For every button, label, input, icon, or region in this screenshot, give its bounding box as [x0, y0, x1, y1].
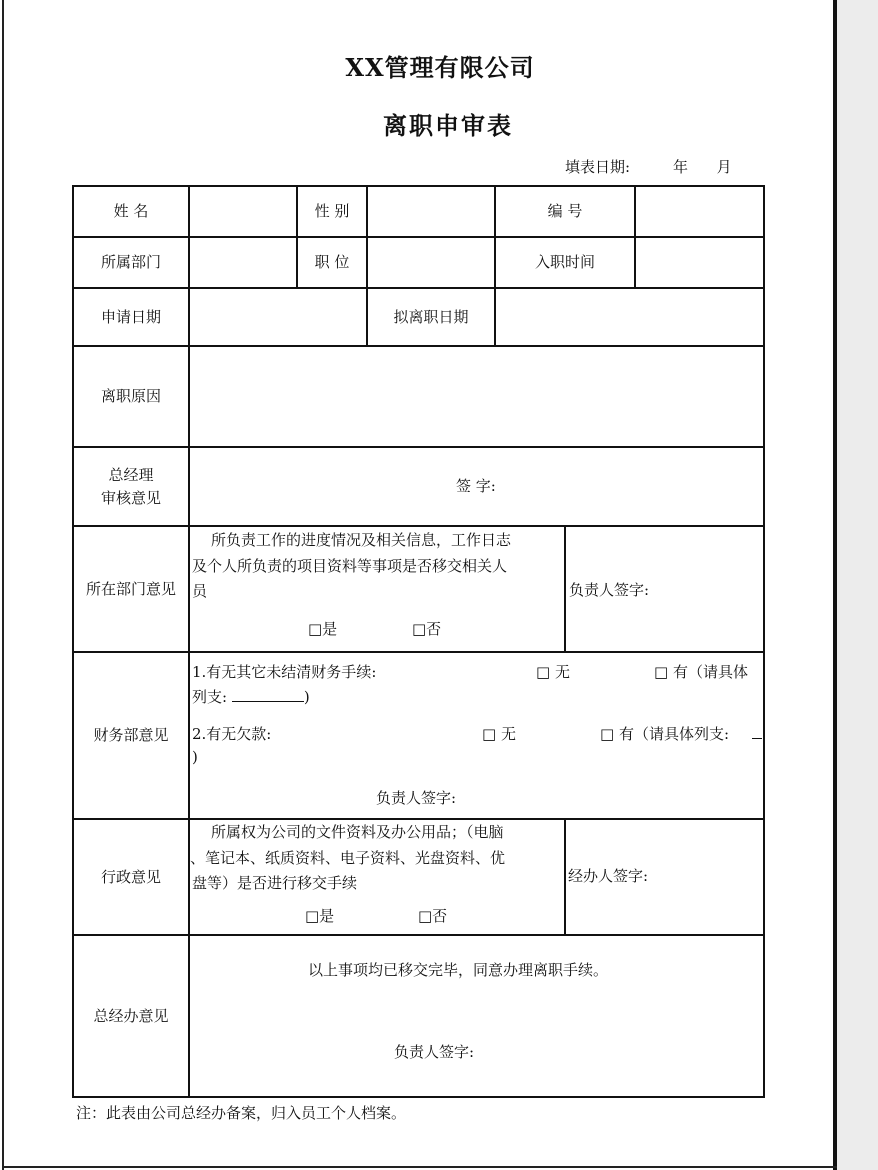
finance-q1-has-checkbox[interactable]: □ 有（请具体 — [654, 663, 748, 681]
number-label: 编 号 — [547, 202, 583, 220]
dept-text-line2: 及个人所负责的项目资料等事项是否移交相关人 — [192, 557, 508, 575]
apply-date-label: 申请日期 — [100, 307, 161, 326]
admin-no-checkbox[interactable]: □否 — [418, 907, 448, 925]
gm-review-label-line1: 总经理 — [108, 465, 154, 484]
finance-q2-none-checkbox[interactable]: □ 无 — [482, 725, 516, 743]
admin-yes-checkbox[interactable]: □是 — [305, 907, 335, 925]
finance-opinion-label: 财务部意见 — [93, 726, 169, 744]
reason-field[interactable] — [190, 347, 763, 446]
department-field[interactable] — [190, 238, 296, 287]
gm-office-statement: 以上事项均已移交完毕，同意办理离职手续。 — [308, 961, 609, 979]
dept-signature[interactable]: 负责人签字: — [569, 581, 650, 599]
finance-q1-detail-suffix: ) — [303, 688, 310, 706]
hire-date-label: 入职时间 — [534, 253, 595, 271]
position-label: 职 位 — [314, 253, 350, 271]
company-name: XX管理有限公司 — [345, 53, 535, 82]
gm-review-label-line2: 审核意见 — [100, 488, 161, 507]
admin-text-line1: 所属权为公司的文件资料及办公用品；（电脑 — [211, 823, 504, 841]
finance-q2-detail-suffix: ) — [192, 748, 198, 766]
scrollbar-gutter — [837, 0, 878, 1170]
admin-text-line3: 盘等）是否进行移交手续 — [192, 874, 358, 892]
form-title: 离职申审表 — [383, 111, 513, 140]
admin-opinion-label: 行政意见 — [100, 867, 161, 886]
finance-q1-detail — [192, 685, 310, 709]
finance-q1-none-checkbox[interactable]: □ 无 — [536, 663, 570, 681]
finance-q1-blank[interactable] — [232, 687, 304, 702]
gender-field[interactable] — [368, 187, 494, 236]
dept-text-line1: 所负责工作的进度情况及相关信息，工作日志 — [211, 531, 512, 549]
footnote: 注：此表由公司总经办备案，归入员工个人档案。 — [76, 1104, 407, 1122]
dept-text-line3: 员 — [192, 582, 208, 600]
page-border-left — [2, 0, 4, 1170]
gender-label: 性 别 — [314, 202, 350, 220]
leave-date-field[interactable] — [496, 289, 763, 345]
page-border-bottom — [2, 1166, 837, 1168]
finance-signature[interactable]: 负责人签字: — [376, 789, 457, 807]
name-label: 姓 名 — [113, 202, 149, 220]
admin-text-line2: 、笔记本、纸质资料、电子资料、光盘资料、优 — [190, 849, 506, 867]
dept-yes-checkbox[interactable]: □是 — [308, 620, 338, 638]
fill-date: 填表日期: 年 月 — [565, 158, 732, 176]
finance-q2-blank[interactable] — [752, 738, 762, 739]
leave-date-label: 拟离职日期 — [393, 307, 469, 326]
apply-date-field[interactable] — [190, 289, 366, 345]
position-field[interactable] — [368, 238, 494, 287]
number-field[interactable] — [636, 187, 763, 236]
finance-q1: 1.有无其它未结清财务手续: — [192, 663, 377, 681]
admin-signature[interactable]: 经办人签字: — [568, 867, 649, 885]
dept-no-checkbox[interactable]: □否 — [412, 620, 442, 638]
gm-review-signature[interactable]: 签 字: — [456, 477, 496, 495]
finance-q2-has-checkbox[interactable]: □ 有（请具体列支: — [600, 725, 729, 743]
dept-opinion-label: 所在部门意见 — [85, 579, 176, 598]
gm-review-label — [74, 448, 188, 525]
gm-office-signature[interactable]: 负责人签字: — [394, 1043, 475, 1061]
hire-date-field[interactable] — [636, 238, 763, 287]
gm-office-opinion-label: 总经办意见 — [93, 1006, 169, 1025]
reason-label: 离职原因 — [100, 387, 161, 405]
finance-q2: 2.有无欠款: — [192, 725, 272, 743]
name-field[interactable] — [190, 187, 296, 236]
department-label: 所属部门 — [100, 253, 161, 271]
finance-q1-detail-prefix: 列支: — [192, 688, 228, 706]
